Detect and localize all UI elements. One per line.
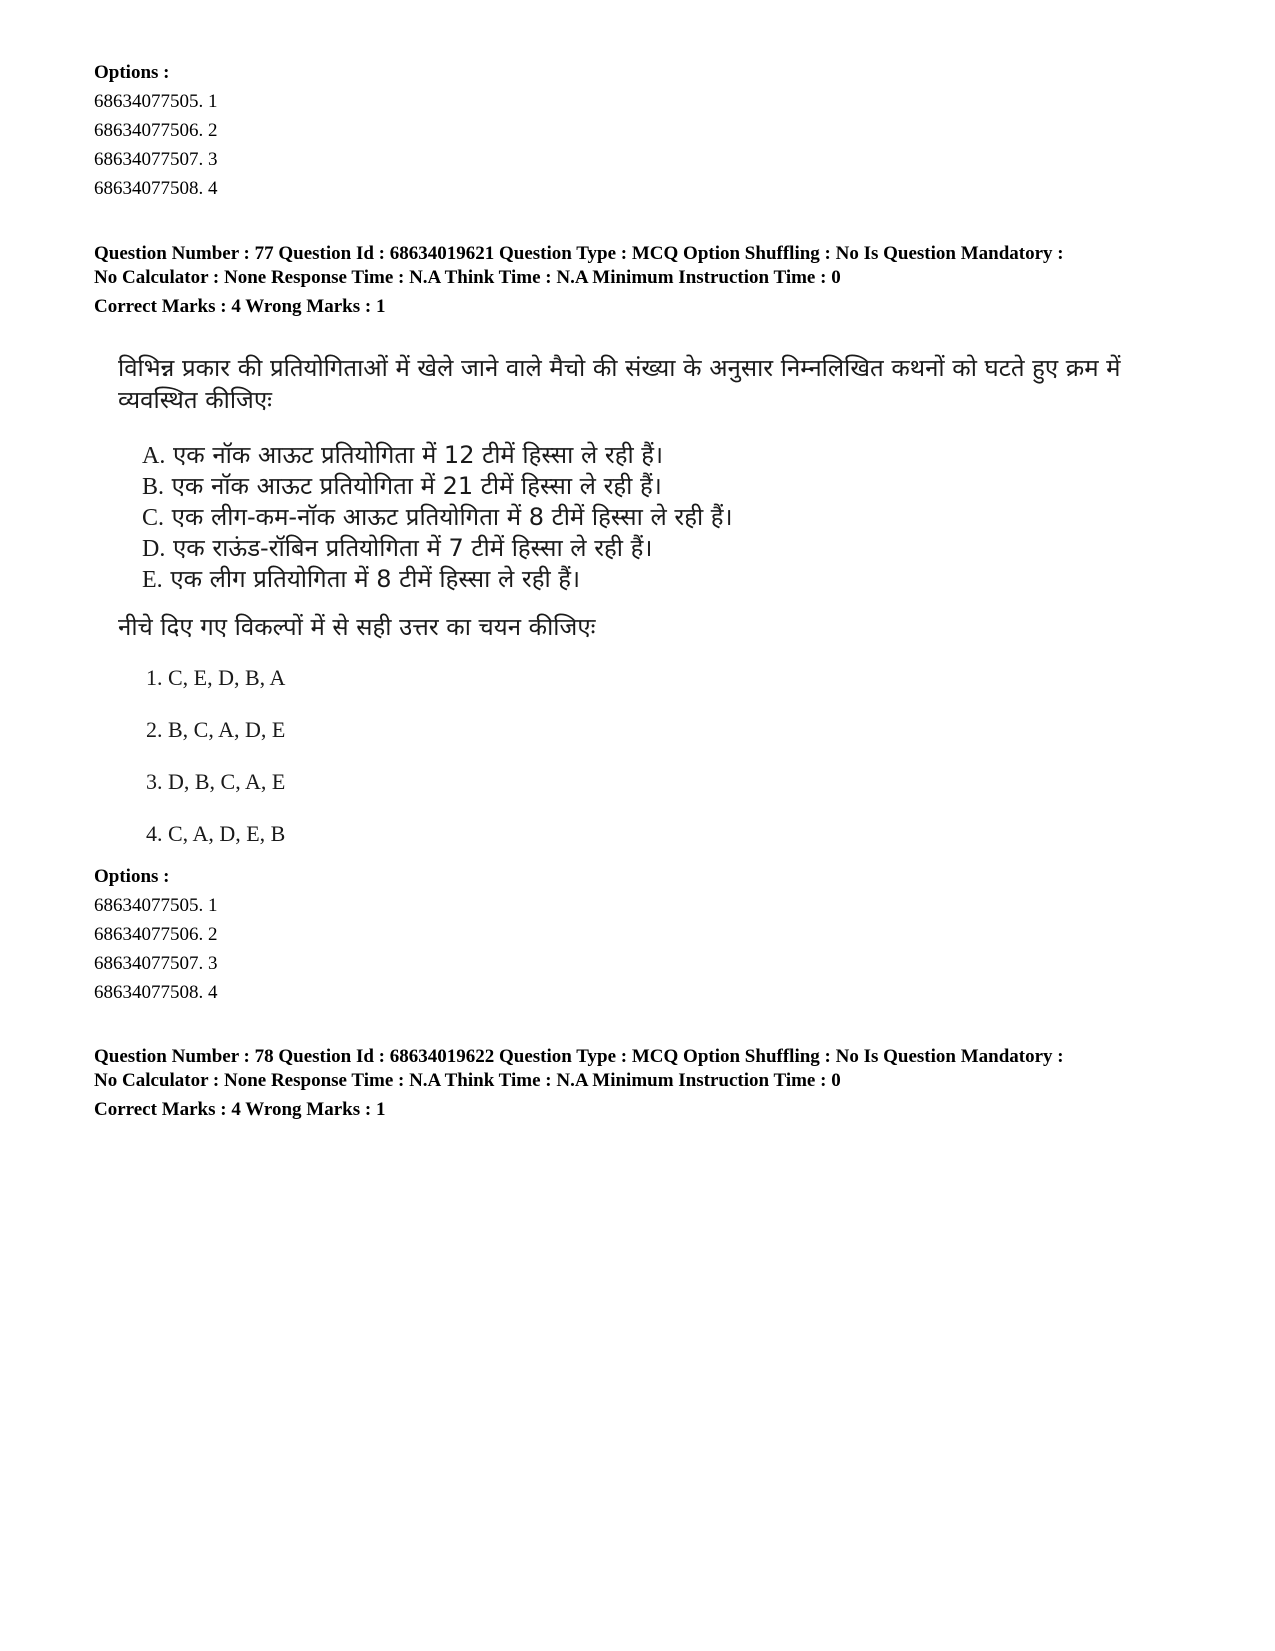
statement-item-e [142, 564, 580, 595]
statement-item-b [142, 471, 662, 502]
question-77-options [94, 862, 1204, 1007]
answer-choice: 2. B, C, A, D, E [146, 717, 286, 742]
option-item: 68634077508. 4 [94, 982, 218, 1003]
question-78-header [94, 1045, 1204, 1122]
answer-choice: 3. D, B, C, A, E [146, 769, 286, 794]
statement-text: एक राऊंड-रॉबिन प्रतियोगिता में 7 टीमें हिस्सा ले रही हैं। [172, 534, 653, 562]
option-item: 68634077507. 3 [94, 953, 218, 974]
statement-text: एक लीग प्रतियोगिता में 8 टीमें हिस्सा ले रही हैं। [170, 565, 581, 593]
statement-label: D. [142, 536, 166, 562]
statement-text: एक नॉक आऊट प्रतियोगिता में 21 टीमें हिस्सा ले रही हैं। [171, 472, 662, 500]
top-options-block [94, 58, 1204, 203]
statement-label: E. [142, 567, 163, 593]
question-meta-line: Question Number : 77 Question Id : 68634019621 Question Type : MCQ Option Shuffling : No Is Question Mandatory : [94, 243, 1064, 264]
option-item: 68634077506. 2 [94, 924, 218, 945]
question-statement: विभिन्न प्रकार की प्रतियोगिताओं में खेले जाने वाले मैचो की संख्या के अनुसार निम्नलिखित कथनों को घटते हुए क्रम में व्यवस्थित कीजिएः [118, 354, 1121, 414]
question-marks: Correct Marks : 4 Wrong Marks : 1 [94, 296, 386, 317]
options-heading: Options : [94, 62, 170, 83]
question-meta-line: No Calculator : None Response Time : N.A Think Time : N.A Minimum Instruction Time : 0 [94, 1070, 841, 1091]
statement-item-a [142, 440, 663, 471]
answer-choice: 1. C, E, D, B, A [146, 665, 286, 690]
option-item: 68634077508. 4 [94, 178, 218, 199]
statement-item-c [142, 502, 733, 533]
option-item: 68634077506. 2 [94, 120, 218, 141]
question-meta-line: Question Number : 78 Question Id : 68634019622 Question Type : MCQ Option Shuffling : No Is Question Mandatory : [94, 1046, 1064, 1067]
question-77-header [94, 242, 1204, 319]
statement-label: C. [142, 505, 165, 531]
statement-text: एक लीग-कम-नॉक आऊट प्रतियोगिता में 8 टीमें हिस्सा ले रही हैं। [171, 503, 733, 531]
question-meta-line: No Calculator : None Response Time : N.A Think Time : N.A Minimum Instruction Time : 0 [94, 267, 841, 288]
option-item: 68634077505. 1 [94, 895, 218, 916]
question-marks: Correct Marks : 4 Wrong Marks : 1 [94, 1099, 386, 1120]
statement-label: B. [142, 474, 165, 500]
options-heading: Options : [94, 866, 170, 887]
statement-label: A. [142, 443, 166, 469]
statement-item-d [142, 533, 652, 564]
option-item: 68634077507. 3 [94, 149, 218, 170]
answer-instruction: नीचे दिए गए विकल्पों में से सही उत्तर का चयन कीजिएः [118, 613, 596, 641]
option-item: 68634077505. 1 [94, 91, 218, 112]
statement-text: एक नॉक आऊट प्रतियोगिता में 12 टीमें हिस्सा ले रही हैं। [172, 441, 664, 469]
answer-choice: 4. C, A, D, E, B [146, 821, 286, 846]
